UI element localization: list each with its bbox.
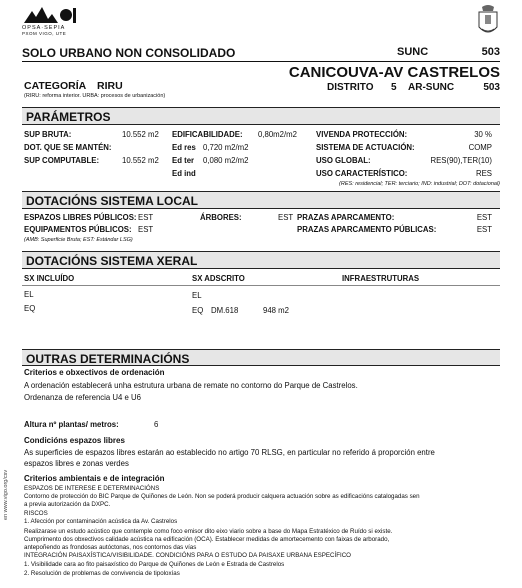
amb-line2: Contorno de protección do BIC Parque de Quiñones de León. Non se poderá producir calquera actuación sobre as edificacións catalogadas sen xyxy=(24,493,420,500)
section-outras xyxy=(22,349,500,366)
ads-eq-code: DM.618 xyxy=(211,306,239,315)
ads-el: EL xyxy=(192,291,202,300)
usocar-label: USO CARACTERÍSTICO: xyxy=(316,169,408,178)
cond-line1: As superficies de espazos libres estarán ao establecido no artigo 70 RLSG, en particular no referido á proporción entre xyxy=(24,448,435,457)
edter-label: Ed ter xyxy=(172,156,195,165)
amb-line3: a previa autorización da DXPC. xyxy=(24,501,111,508)
amb-line7: Cumprimento dos obxectivos calidade acústica na edificación (OCA). Establecer medidas de amortecemento con faixas de arborado, xyxy=(24,536,390,543)
vivprot-label: VIVENDA PROTECCIÓN: xyxy=(316,130,408,139)
amb-line8: antepoñendo as frondosas autóctonas, nos contornos das vías xyxy=(24,544,197,551)
edif-value: 0,80m2/m2 xyxy=(258,130,298,139)
inc-el: EL xyxy=(24,290,34,299)
edif-label: EDIFICABILIDADE: xyxy=(172,130,243,139)
arb-value: EST xyxy=(278,213,294,222)
outras-title: OUTRAS DETERMINACIÓNS xyxy=(26,352,190,366)
arsunc-value: 503 xyxy=(483,82,500,93)
col-infraestruturas: INFRAESTRUTURAS xyxy=(342,274,420,283)
amb-line9: INTEGRACIÓN PAISAXÍSTICA/VISIBILIDADE. CONDICIÓNS PARA O ESTUDO DA PAISAXE URBANA ESPECÍFICO xyxy=(24,552,351,559)
edres-value: 0,720 m2/m2 xyxy=(203,143,249,152)
opsa-sepia-logo xyxy=(22,5,78,36)
distrito-value: 5 xyxy=(391,82,397,93)
amb-line4: RISCOS xyxy=(24,510,48,517)
dot-local-title: DOTACIÓNS SISTEMA LOCAL xyxy=(26,194,198,208)
amb-line11: 2. Resolución de problemas de convivencia de tipoloxías xyxy=(24,570,180,577)
usoglobal-label: USO GLOBAL: xyxy=(316,156,371,165)
usoglobal-value: RES(90),TER(10) xyxy=(430,156,492,165)
ads-eq: EQ xyxy=(192,306,204,315)
sector-name: CANICOUVA-AV CASTRELOS xyxy=(288,64,500,81)
edter-value: 0,080 m2/m2 xyxy=(203,156,249,165)
prazpub-label: PRAZAS APARCAMENTO PÚBLICAS: xyxy=(297,225,437,234)
ads-eq-area: 948 m2 xyxy=(263,306,290,315)
section-dot-xeral xyxy=(22,251,500,269)
category-label: CATEGORÍA xyxy=(24,80,87,92)
sunc-value: 503 xyxy=(481,46,500,58)
sunc-label: SUNC xyxy=(397,46,429,58)
cond-line2: espazos libres e zonas verdes xyxy=(24,459,129,468)
side-url-text: en www.vigo.org/csv xyxy=(3,469,9,520)
sup-bruta-value: 10.552 m2 xyxy=(122,130,159,139)
col-sx-incluido: SX INCLUÍDO xyxy=(24,274,75,283)
usocar-value: RES xyxy=(475,169,492,178)
vigo-crest-icon xyxy=(476,3,500,37)
arb-label: ÁRBORES: xyxy=(200,213,242,222)
sup-comp-label: SUP COMPUTABLE: xyxy=(24,156,100,165)
category-note: (RIRU: reforma interior. URBA: procesos de urbanización) xyxy=(24,93,166,99)
sistact-value: COMP xyxy=(468,143,492,152)
section-parametros xyxy=(22,107,500,125)
urban-class: SOLO URBANO NON CONSOLIDADO xyxy=(22,46,236,60)
edind-label: Ed ind xyxy=(172,169,196,178)
vivprot-value: 30 % xyxy=(474,130,492,139)
dotlocal-note: (AMB: Superficie Bruta; EST: Estándar LSG) xyxy=(24,237,133,243)
sup-bruta-label: SUP BRUTA: xyxy=(24,130,72,139)
logo-line2: PXOM VIGO, UTE xyxy=(22,31,67,36)
crit-line2: Ordenanza de referencia U4 e U6 xyxy=(24,393,142,402)
altura-label: Altura nº plantas/ metros: xyxy=(24,420,119,429)
amb-line1: ESPAZOS DE INTERESE E DETERMINACIÓNS xyxy=(24,485,160,492)
amb-title: Criterios ambientais e de integración xyxy=(24,474,165,483)
altura-value: 6 xyxy=(154,420,159,429)
dot-xeral-title: DOTACIÓNS SISTEMA XERAL xyxy=(26,254,198,268)
uso-note: (RES: residencial; TER: terciario; IND: industrial; DOT: dotacional) xyxy=(339,181,500,187)
col-sx-adscrito: SX ADSCRITO xyxy=(192,274,245,283)
cond-title: Condicións espazos libres xyxy=(24,436,125,445)
equip-value: EST xyxy=(138,225,154,234)
prazpub-value: EST xyxy=(476,225,492,234)
parametros-title: PARÁMETROS xyxy=(26,110,111,124)
sup-comp-value: 10.552 m2 xyxy=(122,156,159,165)
amb-line10: 1. Visibilidade cara ao fito paisaxístico do Parque de Quiñones de León e Estrada de Castrelos xyxy=(24,561,285,568)
praz-value: EST xyxy=(476,213,492,222)
logo-line1: OPSA·SEPIA xyxy=(22,25,66,31)
sistact-label: SISTEMA DE ACTUACIÓN: xyxy=(316,143,415,152)
amb-line6: Realizarase un estudo acústico que contemple como foco emisor dito eixo viario sobre a base do Mapa Estratéxico de Ruído si existe. xyxy=(24,528,393,535)
crit-line1: A ordenación establecerá unha estrutura urbana de remate no contorno do Parque de Castrelos. xyxy=(24,381,358,390)
distrito-label: DISTRITO xyxy=(327,82,374,93)
dot-label: DOT. QUE SE MANTÉN: xyxy=(24,143,112,152)
section-dot-local xyxy=(22,191,500,209)
equip-label: EQUIPAMENTOS PÚBLICOS: xyxy=(24,225,132,234)
amb-line5: 1. Afección por contaminación acústica da Av. Castrelos xyxy=(24,518,178,525)
edres-label: Ed res xyxy=(172,143,196,152)
esp-label: ESPAZOS LIBRES PÚBLICOS: xyxy=(24,213,137,222)
arsunc-label: AR-SUNC xyxy=(408,82,455,93)
category-value: RIRU xyxy=(97,80,123,92)
esp-value: EST xyxy=(138,213,154,222)
crit-title: Criterios e obxectivos de ordenación xyxy=(24,368,165,377)
inc-eq: EQ xyxy=(24,304,36,313)
praz-label: PRAZAS APARCAMENTO: xyxy=(297,213,395,222)
